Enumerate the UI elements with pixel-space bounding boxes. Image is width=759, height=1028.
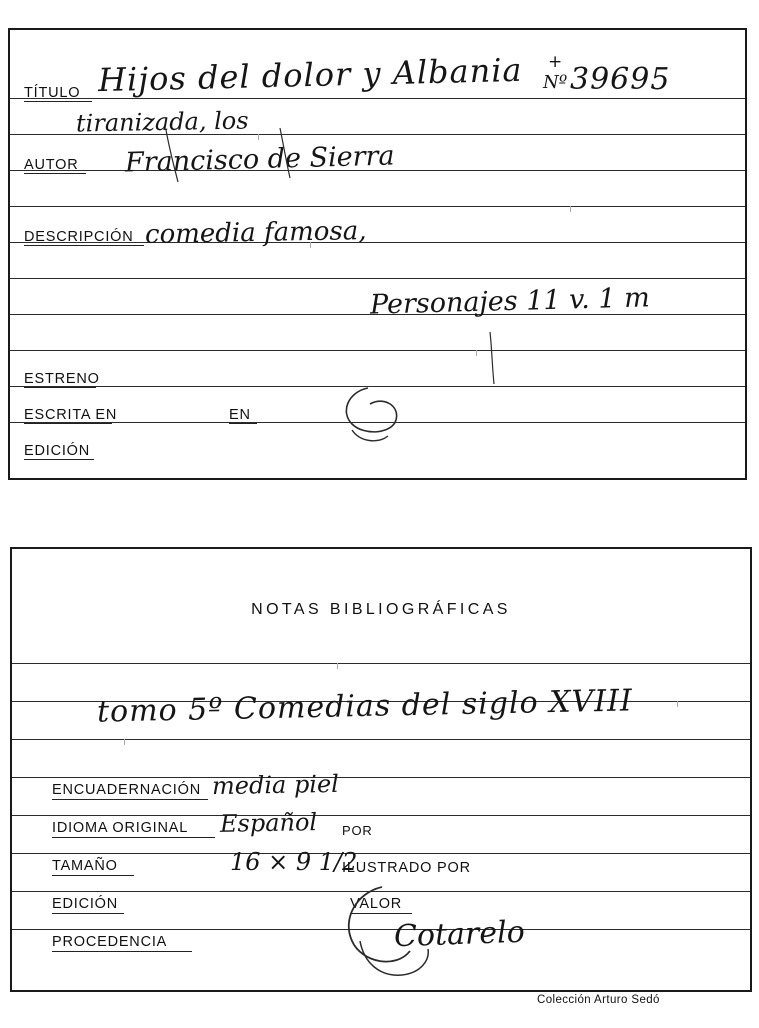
label-underline bbox=[24, 387, 96, 388]
handwritten-titulo-line2: tiranizada, los bbox=[75, 106, 249, 138]
label-encuadernacion: ENCUADERNACIÓN bbox=[52, 782, 201, 798]
label-underline bbox=[350, 913, 412, 914]
label-underline bbox=[229, 423, 257, 424]
handwritten-tamano: 16 × 9 1/2 bbox=[230, 848, 358, 876]
rule-line bbox=[10, 386, 745, 387]
label-autor: AUTOR bbox=[24, 157, 79, 173]
label-por: POR bbox=[342, 823, 373, 838]
label-underline bbox=[24, 245, 144, 246]
guide-tick bbox=[476, 350, 477, 356]
ink-stroke-tail bbox=[480, 330, 560, 390]
label-underline bbox=[24, 459, 94, 460]
handwritten-descripcion: comedia famosa, bbox=[144, 216, 367, 250]
collection-credit: Colección Arturo Sedó bbox=[537, 994, 660, 1006]
rule-line bbox=[10, 206, 745, 207]
rule-line bbox=[10, 350, 745, 351]
plus-mark-icon: + bbox=[548, 52, 563, 72]
label-edicion: EDICIÓN bbox=[24, 443, 91, 459]
handwritten-encuadernacion: media piel bbox=[211, 769, 340, 801]
ink-stroke-loop bbox=[330, 382, 440, 452]
catalog-card-bottom bbox=[10, 547, 752, 992]
guide-tick bbox=[337, 663, 338, 669]
label-escrita-en: ESCRITA EN bbox=[24, 407, 118, 423]
label-ilustrado-por: ILUSTRADO POR bbox=[342, 860, 471, 876]
handwritten-titulo-line1: Hijos del dolor y Albania bbox=[97, 50, 523, 100]
rule-line bbox=[12, 891, 750, 892]
handwritten-personajes: Personajes 11 v. 1 m bbox=[369, 282, 651, 321]
label-underline bbox=[24, 173, 86, 174]
numero-value: 39695 bbox=[570, 62, 671, 97]
guide-tick bbox=[677, 701, 678, 707]
guide-tick bbox=[124, 739, 125, 745]
label-underline bbox=[52, 913, 124, 914]
label-underline bbox=[52, 951, 192, 952]
label-underline bbox=[24, 101, 92, 102]
guide-tick bbox=[258, 134, 259, 140]
rule-line bbox=[12, 853, 750, 854]
catalog-card-top bbox=[8, 28, 747, 480]
handwritten-procedencia: Cotarelo bbox=[393, 914, 526, 955]
label-underline bbox=[24, 423, 112, 424]
label-descripcion: DESCRIPCIÓN bbox=[24, 229, 134, 245]
label-underline bbox=[52, 875, 134, 876]
rule-line bbox=[12, 739, 750, 740]
label-en: EN bbox=[229, 407, 251, 423]
handwritten-nota: tomo 5º Comedias del siglo XVIII bbox=[96, 683, 634, 730]
notas-bibliograficas-header: NOTAS BIBLIOGRÁFICAS bbox=[251, 601, 511, 618]
label-procedencia: PROCEDENCIA bbox=[52, 934, 168, 950]
label-valor: VALOR bbox=[350, 896, 403, 912]
rule-line bbox=[12, 777, 750, 778]
guide-tick bbox=[570, 206, 571, 212]
label-underline bbox=[52, 799, 208, 800]
handwritten-autor: Francisco de Sierra bbox=[124, 140, 395, 179]
label-titulo: TÍTULO bbox=[24, 85, 81, 101]
rule-line bbox=[12, 929, 750, 930]
rule-line bbox=[12, 815, 750, 816]
rule-line bbox=[10, 422, 745, 423]
rule-line bbox=[10, 278, 745, 279]
rule-line bbox=[12, 663, 750, 664]
label-idioma-original: IDIOMA ORIGINAL bbox=[52, 820, 189, 836]
label-estreno: ESTRENO bbox=[24, 371, 100, 387]
label-tamano: TAMAÑO bbox=[52, 858, 118, 874]
label-edicion: EDICIÓN bbox=[52, 896, 119, 912]
numero-label: Nº bbox=[543, 72, 568, 93]
label-underline bbox=[52, 837, 215, 838]
handwritten-idioma-original: Español bbox=[219, 808, 318, 838]
